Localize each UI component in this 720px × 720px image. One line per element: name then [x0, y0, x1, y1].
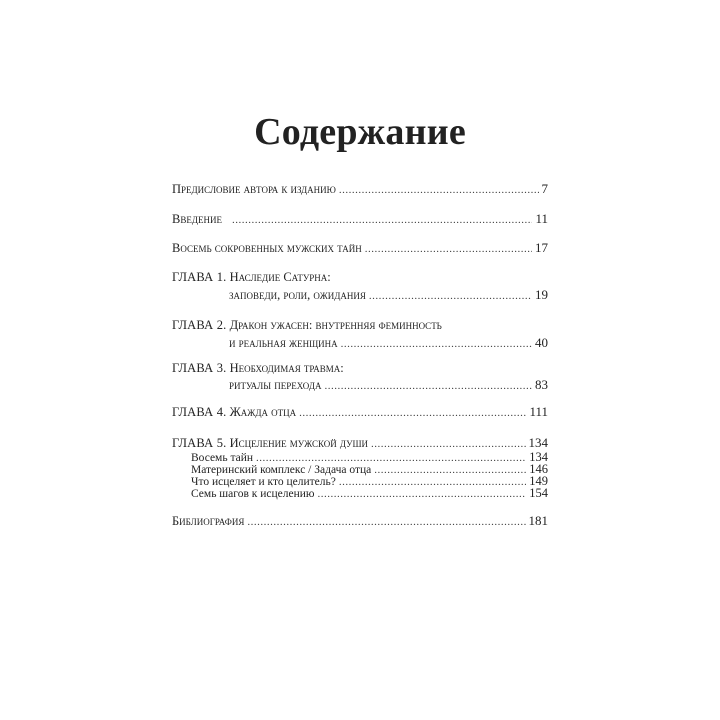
toc-entry-chapter-4 — [172, 404, 548, 420]
chapter-number: ГЛАВА 1. — [172, 270, 227, 284]
toc-label: Дракон ужасен: внутренняя феминность — [229, 318, 442, 332]
toc-label: Введение — [172, 212, 222, 226]
toc-page-number: 111 — [529, 404, 548, 419]
toc-entry-chapter-3 — [172, 360, 548, 376]
chapter-number: ГЛАВА 3. — [172, 361, 227, 375]
toc-page-number: 17 — [535, 240, 548, 255]
page-title: Содержание — [254, 111, 466, 153]
toc-entry-bibliography — [172, 513, 548, 529]
toc-label: Восемь тайн — [191, 452, 254, 464]
toc-page-number: 134 — [529, 450, 548, 464]
toc-subentry — [191, 463, 548, 475]
toc-label: Что исцеляет и кто целитель? — [191, 476, 336, 488]
toc-page-number: 134 — [528, 435, 548, 450]
leader-dots — [341, 336, 532, 352]
toc-subentry — [191, 475, 548, 487]
toc-label: Материнский комплекс / Задача отца — [191, 464, 372, 476]
toc-label: Восемь сокровенных мужских тайн — [172, 241, 362, 255]
chapter-number: ГЛАВА 4. — [172, 405, 227, 419]
chapter-number: ГЛАВА 5. — [172, 436, 227, 450]
toc-page-number: 19 — [535, 287, 548, 302]
toc-label: Предисловие автора к изданию — [172, 182, 336, 196]
leader-dots — [369, 288, 532, 304]
toc-label: ритуалы перехода — [229, 378, 322, 392]
toc-label: Библиография — [172, 514, 245, 528]
toc-page-number: 181 — [528, 513, 548, 528]
toc-entry-introduction — [172, 211, 548, 227]
toc-entry-chapter-3-cont — [229, 377, 548, 393]
leader-dots — [365, 241, 532, 257]
toc-page-number: 154 — [529, 486, 548, 500]
toc-label: Семь шагов к исцелению — [191, 488, 315, 500]
toc-page-number: 83 — [535, 377, 548, 392]
toc-label: Жажда отца — [229, 405, 297, 419]
toc-label: Исцеление мужской души — [229, 436, 369, 450]
toc-label: Наследие Сатурна: — [229, 270, 331, 284]
toc-entry-chapter-1 — [172, 269, 548, 285]
toc-label: и реальная женщина — [229, 336, 338, 350]
toc-page-number: 146 — [529, 462, 548, 476]
leader-dots — [247, 514, 525, 530]
toc-page-number: 11 — [535, 211, 548, 226]
leader-dots — [232, 212, 532, 228]
toc-entry-chapter-2-cont — [229, 335, 548, 351]
toc-page-number: 149 — [529, 474, 548, 488]
toc-label: Необходимая травма: — [229, 361, 344, 375]
leader-dots — [371, 436, 525, 452]
toc-subentry — [191, 451, 548, 463]
toc-label: заповеди, роли, ожидания — [229, 288, 366, 302]
toc-entry-chapter-1-cont — [229, 287, 548, 303]
toc-subentry — [191, 487, 548, 499]
toc-entry-eight-secrets — [172, 240, 548, 256]
toc-entry-chapter-5 — [172, 435, 548, 451]
toc-page-number: 7 — [541, 181, 548, 196]
leader-dots — [299, 405, 526, 421]
toc-entry-chapter-2 — [172, 317, 548, 333]
toc-page-number: 40 — [535, 335, 548, 350]
leader-dots — [324, 378, 532, 394]
leader-dots — [339, 182, 539, 198]
leader-dots — [317, 488, 526, 500]
toc-entry-preface — [172, 181, 548, 197]
chapter-number: ГЛАВА 2. — [172, 318, 227, 332]
